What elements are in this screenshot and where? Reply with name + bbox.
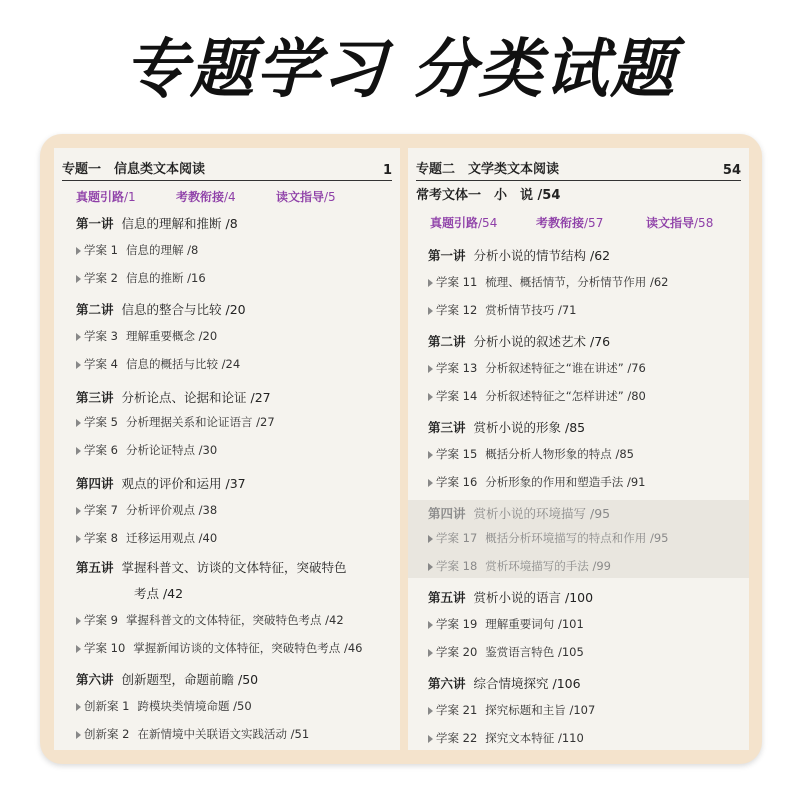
toc-case: 学案 1 信息的理解 /8 — [76, 242, 198, 258]
toc-case: 学案 3 理解重要概念 /20 — [76, 328, 217, 344]
toc-lecture: 第六讲 综合情境探究 /106 — [428, 676, 581, 691]
toc-case: 学案 4 信息的概括与比较 /24 — [76, 356, 240, 372]
toc-case: 学案 14 分析叙述特征之“怎样讲述” /80 — [428, 388, 646, 404]
toc-lecture: 第四讲 观点的评价和运用 /37 — [76, 476, 246, 491]
headline: 专题学习 分类试题 — [123, 33, 677, 107]
toc-case: 学案 5 分析理据关系和论证语言 /27 — [76, 414, 275, 430]
toc-lecture: 第五讲 掌握科普文、访谈的文体特征，突破特色 — [76, 560, 347, 575]
toc-case: 学案 22 探究文本特征 /110 — [428, 730, 584, 746]
toc-case: 学案 8 迁移运用观点 /40 — [76, 530, 217, 546]
toc-case: 学案 20 鉴赏语言特色 /105 — [428, 644, 584, 660]
toc-case: 学案 21 探究标题和主旨 /107 — [428, 702, 595, 718]
right-topic-title: 专题二 文学类文本阅读 — [416, 162, 560, 177]
right-topic-header — [416, 158, 741, 181]
toc-case: 学案 19 理解重要词句 /101 — [428, 616, 584, 632]
toc-case: 学案 12 赏析情节技巧 /71 — [428, 302, 576, 318]
toc-case: 学案 17 概括分析环境描写的特点和作用 /95 — [428, 530, 668, 546]
toc-case: 学案 9 掌握科普文的文体特征，突破特色考点 /42 — [76, 612, 344, 628]
toc-lecture: 第三讲 分析论点、论据和论证 /27 — [76, 390, 271, 405]
toc-lecture-continued: 考点 /42 — [134, 586, 184, 601]
right-genre-title: 常考文体一 小 说 /54 — [416, 188, 561, 203]
toc-lecture: 第一讲 信息的理解和推断 /8 — [76, 216, 238, 231]
toc-lecture: 第六讲 创新题型，命题前瞻 /50 — [76, 672, 259, 687]
toc-lecture: 第二讲 信息的整合与比较 /20 — [76, 302, 246, 317]
toc-case: 创新案 1 跨模块类情境命题 /50 — [76, 698, 252, 714]
right-guide-1: 真题引路/54 — [430, 216, 498, 230]
right-guide-3: 读文指导/58 — [646, 216, 714, 230]
toc-lecture: 第三讲 赏析小说的形象 /85 — [428, 420, 586, 435]
toc-case: 学案 15 概括分析人物形象的特点 /85 — [428, 446, 634, 462]
right-page — [408, 148, 749, 750]
toc-case: 学案 18 赏析环境描写的手法 /99 — [428, 558, 611, 574]
toc-lecture: 第五讲 赏析小说的语言 /100 — [428, 590, 594, 605]
left-guide-2: 考教衔接/4 — [176, 190, 236, 204]
left-guide-1: 真题引路/1 — [76, 190, 136, 204]
left-topic-title: 专题一 信息类文本阅读 — [62, 162, 206, 177]
left-topic-page: 1 — [382, 163, 392, 178]
toc-case: 学案 16 分析形象的作用和塑造手法 /91 — [428, 474, 645, 490]
toc-case: 学案 6 分析论证特点 /30 — [76, 442, 217, 458]
toc-case: 学案 11 梳理、概括情节，分析情节作用 /62 — [428, 274, 668, 290]
toc-case: 学案 13 分析叙述特征之“谁在讲述” /76 — [428, 360, 646, 376]
toc-lecture: 第二讲 分析小说的叙述艺术 /76 — [428, 334, 611, 349]
right-guide-2: 考教衔接/57 — [536, 216, 604, 230]
toc-lecture: 第一讲 分析小说的情节结构 /62 — [428, 248, 611, 263]
toc-case: 学案 7 分析评价观点 /38 — [76, 502, 217, 518]
left-page — [54, 148, 400, 750]
toc-case: 创新案 2 在新情境中关联语文实践活动 /51 — [76, 726, 309, 742]
toc-case: 学案 10 掌握新闻访谈的文体特征，突破特色考点 /46 — [76, 640, 362, 656]
right-topic-page: 54 — [722, 163, 741, 178]
toc-lecture: 第四讲 赏析小说的环境描写 /95 — [428, 506, 611, 521]
toc-case: 学案 2 信息的推断 /16 — [76, 270, 206, 286]
left-guide-3: 读文指导/5 — [276, 190, 336, 204]
left-topic-header — [62, 158, 392, 181]
